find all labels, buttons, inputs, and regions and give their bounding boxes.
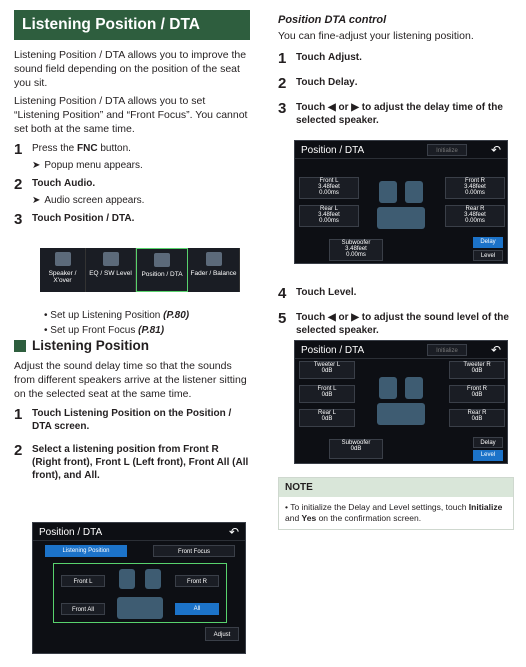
lp-intro: Adjust the sound delay time so that the sounds from different speakers arrive at the listener sitting on the selected seat at the same time. <box>14 360 247 400</box>
seat-front-right-icon <box>145 569 161 589</box>
speaker-icon <box>55 252 71 266</box>
intro-paragraph-2: Listening Position / DTA allows you to set “Listening Position” and “Front Focus”. You cannot set both at the same time. <box>14 95 248 135</box>
bullet-list <box>44 308 264 338</box>
right-column <box>278 14 514 127</box>
seat-rear-icon <box>117 597 163 619</box>
front-l-level[interactable]: Front L 0dB <box>299 385 355 403</box>
level-button[interactable]: Level <box>473 450 503 461</box>
front-l-button[interactable]: Front L <box>61 575 105 587</box>
back-icon[interactable]: ↶ <box>490 343 501 357</box>
tweeter-l-level[interactable]: Tweeter L 0dB <box>299 361 355 379</box>
arrow-right-icon: ➤ <box>32 160 41 171</box>
front-r-level[interactable]: Front R 0dB <box>449 385 505 403</box>
note-body: • To initialize the Delay and Level settings, touch Initialize and Yes on the confirmation screen. <box>285 502 503 523</box>
section-header: Listening Position / DTA <box>14 10 250 40</box>
back-icon[interactable]: ↶ <box>228 525 239 539</box>
step-2: 2 Touch Audio. <box>14 176 96 193</box>
note-box <box>278 477 514 530</box>
r-step-2: 2 Touch Delay. <box>278 75 358 92</box>
arrow-right-icon: ➤ <box>32 195 41 206</box>
front-r-delay[interactable]: Front R 3.48feet 0.00ms <box>445 177 505 199</box>
seat-rear-icon <box>377 403 425 425</box>
screen-title: Position / DTA <box>295 341 507 359</box>
seat-position-icon <box>154 253 170 267</box>
square-bullet-icon <box>14 340 26 352</box>
adjust-button[interactable]: Adjust <box>205 627 239 641</box>
left-column <box>14 10 250 227</box>
right-column-lower <box>278 280 514 337</box>
delay-button[interactable]: Delay <box>473 437 503 448</box>
dta-control-intro: You can fine-adjust your listening position. <box>278 30 474 42</box>
step-2-result: ➤ Audio screen appears. <box>32 195 145 206</box>
back-icon[interactable]: ↶ <box>490 143 501 157</box>
seat-front-right-icon <box>405 377 423 399</box>
r-step-1: 1 Touch Adjust. <box>278 50 362 67</box>
rear-l-delay[interactable]: Rear L 3.48feet 0.00ms <box>299 205 359 227</box>
initialize-button[interactable]: Initialize <box>427 344 467 356</box>
tab-front-focus[interactable]: Front Focus <box>153 545 235 557</box>
r-step-5: 5 Touch ◀ or ▶ to adjust the sound level of the selected speaker. <box>278 310 509 336</box>
delay-screen <box>294 140 508 264</box>
delay-button[interactable]: Delay <box>473 237 503 248</box>
r-step-3: 3 Touch ◀ or ▶ to adjust the delay time of the selected speaker. <box>278 100 503 126</box>
front-l-delay[interactable]: Front L 3.48feet 0.00ms <box>299 177 359 199</box>
tool-position-dta[interactable]: Position / DTA <box>136 248 188 292</box>
rear-r-delay[interactable]: Rear R 3.48feet 0.00ms <box>445 205 505 227</box>
front-r-button[interactable]: Front R <box>175 575 219 587</box>
r-step-4: 4 Touch Level. <box>278 285 357 302</box>
listening-position-screen <box>32 522 246 654</box>
tweeter-r-level[interactable]: Tweeter R 0dB <box>449 361 505 379</box>
subwoofer-delay[interactable]: Subwoofer 3.48feet 0.00ms <box>329 239 383 261</box>
level-button[interactable]: Level <box>473 250 503 261</box>
all-button[interactable]: All <box>175 603 219 615</box>
audio-toolbar <box>40 248 240 292</box>
rear-l-level[interactable]: Rear L 0dB <box>299 409 355 427</box>
bullet-2: • Set up Front Focus (P.81) <box>44 323 264 338</box>
seat-front-right-icon <box>405 181 423 203</box>
screen-title: Position / DTA <box>295 141 507 159</box>
front-all-button[interactable]: Front All <box>61 603 105 615</box>
listening-position-section <box>14 338 250 482</box>
tool-speaker-xover[interactable]: Speaker / X'over <box>40 248 86 292</box>
seat-rear-icon <box>377 207 425 229</box>
intro-paragraph-1: Listening Position / DTA allows you to improve the sound field depending on the position of the seat you sit. <box>14 49 247 89</box>
screen-title: Position / DTA <box>33 523 245 541</box>
lp-step-2: 2 Select a listening position from Front R (Right front), Front L (Left front), Front All (All front), and All. <box>14 442 249 481</box>
step-3: 3 Touch Position / DTA. <box>14 211 135 228</box>
initialize-button[interactable]: Initialize <box>427 144 467 156</box>
seat-front-left-icon <box>119 569 135 589</box>
step-1-result: ➤ Popup menu appears. <box>32 160 143 171</box>
seat-front-left-icon <box>379 181 397 203</box>
equalizer-icon <box>103 252 119 266</box>
step-1: 1 Press the FNC button. <box>14 141 131 158</box>
subwoofer-level[interactable]: Subwoofer 0dB <box>329 439 383 459</box>
fader-icon <box>206 252 222 266</box>
tab-listening-position[interactable]: Listening Position <box>45 545 127 557</box>
seat-front-left-icon <box>379 377 397 399</box>
tool-fader-balance[interactable]: Fader / Balance <box>188 248 240 292</box>
note-title: NOTE <box>279 478 513 497</box>
tool-eq-sw-level[interactable]: EQ / SW Level <box>86 248 136 292</box>
dta-control-title: Position DTA control <box>278 14 387 26</box>
bullet-1: • Set up Listening Position (P.80) <box>44 308 264 323</box>
lp-step-1: 1 Touch Listening Position on the Position / DTA screen. <box>14 406 232 432</box>
sub-heading: Listening Position <box>14 338 250 353</box>
rear-r-level[interactable]: Rear R 0dB <box>449 409 505 427</box>
level-screen <box>294 340 508 464</box>
